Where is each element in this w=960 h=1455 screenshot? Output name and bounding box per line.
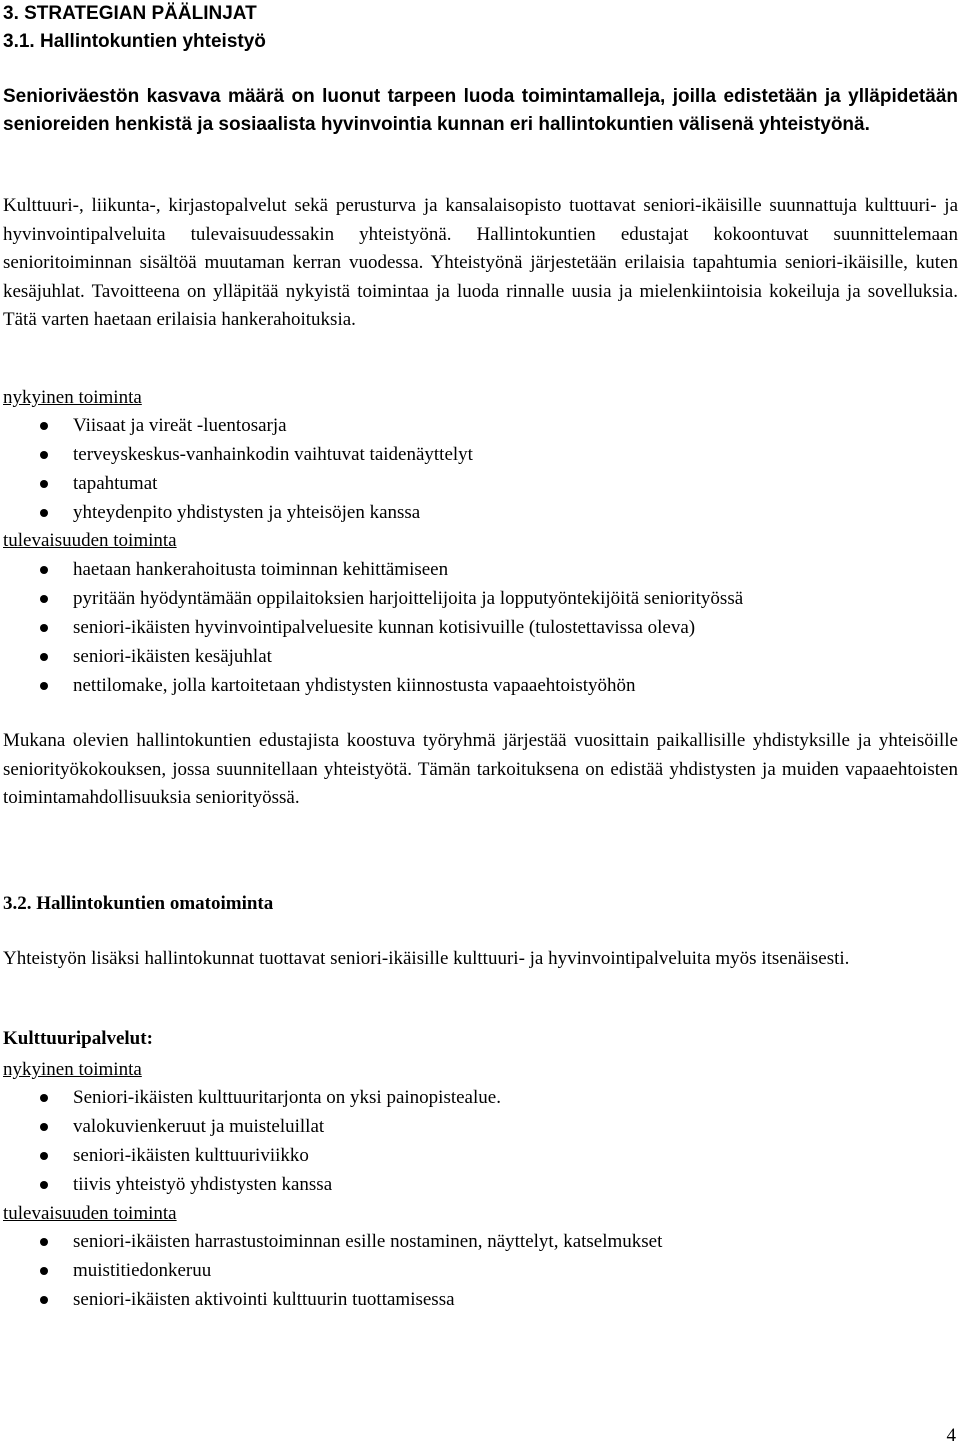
current-activity-label: nykyinen toiminta [3,1059,142,1080]
current-activity-label: nykyinen toiminta [3,387,142,408]
bullet-icon [40,1152,48,1160]
bullet-icon [40,451,48,459]
list-item: seniori-ikäisten aktivointi kulttuurin tuottamisessa [0,1286,662,1315]
section-1-closing: Mukana olevien hallintokuntien edustajista koostuva työryhmä järjestää vuosittain paikallisille yhdistyksille ja yhteisöille seniorityökokouksen, jossa suunnitellaan yhteistyötä. Tämän tarkoituksena on edistää yhdistysten ja muiden vapaaehtoisten toimintamahdollisuuksia seniorityössä. [3,730,958,809]
bullet-icon [40,422,48,430]
bullet-icon [40,682,48,690]
bullet-icon [40,480,48,488]
bullet-icon [40,566,48,574]
bullet-icon [40,1296,48,1304]
list-item: seniori-ikäisten kulttuuriviikko [0,1142,501,1171]
bullet-icon [40,1094,48,1102]
bullet-icon [40,1181,48,1189]
bullet-icon [40,1238,48,1246]
section-2-intro: Yhteistyön lisäksi hallintokunnat tuottavat seniori-ikäisille kulttuuri- ja hyvinvointipalveluita myös itsenäisesti. [3,948,850,969]
bullet-icon [40,595,48,603]
bullet-icon [40,1123,48,1131]
list-item: nettilomake, jolla kartoitetaan yhdistysten kiinnostusta vapaaehtoistyöhön [0,672,743,701]
list-item: valokuvienkeruut ja muisteluillat [0,1113,501,1142]
bullet-icon [40,624,48,632]
section-1-current-list [0,412,473,528]
culture-services-heading: Kulttuuripalvelut: [3,1028,153,1049]
list-item: muistitiedonkeruu [0,1257,662,1286]
section-1-future-list [0,556,743,701]
future-activity-label: tulevaisuuden toiminta [3,530,177,551]
list-item: Viisaat ja vireät -luentosarja [0,412,473,441]
list-item: seniori-ikäisten harrastustoiminnan esille nostaminen, näyttelyt, katselmukset [0,1228,662,1257]
list-item: terveyskeskus-vanhainkodin vaihtuvat taidenäyttelyt [0,441,473,470]
section-1-intro: Senioriväestön kasvava määrä on luonut tarpeen luoda toimintamalleja, joilla edistetään ja ylläpidetään senioreiden henkistä ja sosiaalista hyvinvointia kunnan eri hallintokuntien välisenä yhteistyönä. [3,86,958,135]
section-heading-3-2 [3,893,273,915]
list-item: tapahtumat [0,470,473,499]
section-heading-3-1: 3.1. Hallintokuntien yhteistyö [3,31,266,52]
chapter-heading: 3. STRATEGIAN PÄÄLINJAT [3,3,257,24]
section-number: 3.2. [3,893,32,914]
section-2-future-list [0,1228,662,1315]
list-item: pyritään hyödyntämään oppilaitoksien harjoittelijoita ja lopputyöntekijöitä seniorityössä [0,585,743,614]
section-1-body: Kulttuuri-, liikunta-, kirjastopalvelut sekä perusturva ja kansalaisopisto tuottavat seniori-ikäisille suunnattuja kulttuuri- ja hyvinvointipalveluita tulevaisuudessakin yhteistyönä. Hallintokuntien edustajat kokoontuvat suunnittelemaan senioritoiminnan sisältöä muutaman kerran vuodessa. Yhteistyönä järjestetään erilaisia tapahtumia seniori-ikäisille, kuten kesäjuhlat. Tavoitteena on ylläpitää nykyistä toimintaa ja luoda rinnalle uusia ja mielenkiintoisia kokeiluja ja sovelluksia. Tätä varten haetaan erilaisia hankerahoituksia. [3,195,958,331]
list-item: seniori-ikäisten hyvinvointipalveluesite kunnan kotisivuille (tulostettavissa oleva) [0,614,743,643]
list-item: tiivis yhteistyö yhdistysten kanssa [0,1171,501,1200]
bullet-icon [40,653,48,661]
list-item: Seniori-ikäisten kulttuuritarjonta on yksi painopistealue. [0,1084,501,1113]
section-title: Hallintokuntien omatoiminta [36,893,274,914]
list-item: seniori-ikäisten kesäjuhlat [0,643,743,672]
future-activity-label: tulevaisuuden toiminta [3,1203,177,1224]
bullet-icon [40,509,48,517]
page-number: 4 [946,1425,956,1446]
bullet-icon [40,1267,48,1275]
list-item: haetaan hankerahoitusta toiminnan kehittämiseen [0,556,743,585]
section-2-current-list [0,1084,501,1200]
list-item: yhteydenpito yhdistysten ja yhteisöjen kanssa [0,499,473,528]
